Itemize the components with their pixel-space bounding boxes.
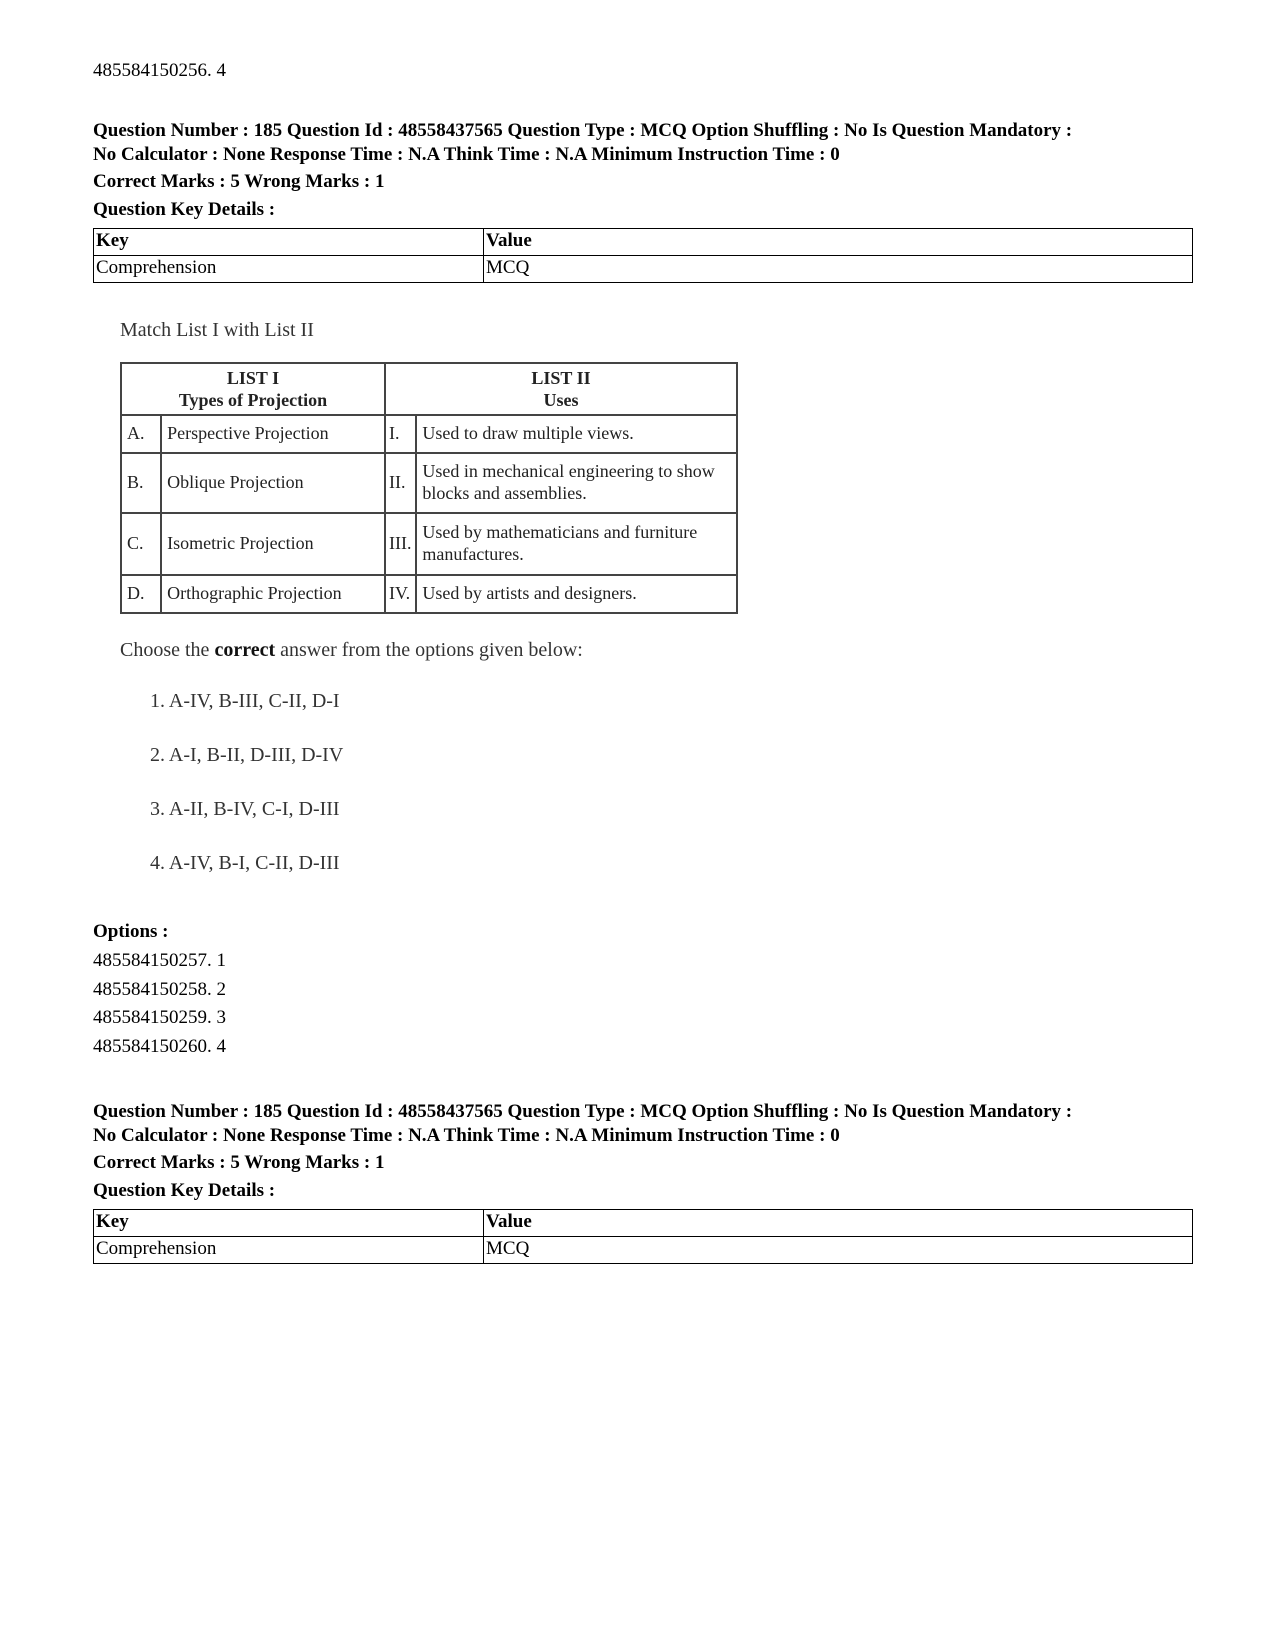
table-row: [94, 1236, 1193, 1263]
table-row: [94, 255, 1193, 282]
question-content: [120, 318, 820, 890]
option-item: 485584150257. 1: [93, 950, 226, 971]
question-block-2: [93, 1100, 1193, 1264]
question-block-1: [93, 119, 1193, 283]
question-key-details-label: Question Key Details :: [93, 1179, 276, 1201]
answer-choice: 3. A-II, B-IV, C-I, D-III: [150, 798, 340, 820]
list2-item: Used to draw multiple views.: [416, 415, 737, 453]
choose-instruction: [120, 638, 820, 662]
match-row: [121, 453, 737, 513]
list1-letter: D.: [121, 575, 161, 613]
question-prompt: Match List I with List II: [120, 319, 314, 341]
question-header-line-1: Question Number : 185 Question Id : 48558437565 Question Type : MCQ Option Shuffling : No Is Question Mandatory :: [93, 1101, 1073, 1122]
answer-choices: [120, 674, 820, 890]
option-item: 485584150260. 4: [93, 1035, 226, 1057]
question-header: [93, 119, 1193, 167]
answer-choice: 2. A-I, B-II, D-III, D-IV: [150, 744, 344, 766]
list2-item: Used by artists and designers.: [416, 575, 737, 613]
list1-item: Isometric Projection: [161, 513, 385, 575]
list2-number: II.: [385, 453, 416, 513]
table-header-value: Value: [484, 1209, 1193, 1236]
key-details-table: [93, 1209, 1193, 1264]
table-header-row: [94, 1209, 1193, 1236]
list1-subtitle: Types of Projection: [178, 390, 328, 410]
list2-number: I.: [385, 415, 416, 453]
question-key-details-label: Question Key Details :: [93, 198, 276, 220]
option-item: 485584150259. 3: [93, 1007, 226, 1028]
question-header-line-2: No Calculator : None Response Time : N.A Think Time : N.A Minimum Instruction Time : 0: [93, 144, 840, 165]
question-header-line-2: No Calculator : None Response Time : N.A Think Time : N.A Minimum Instruction Time : 0: [93, 1125, 840, 1146]
list1-item: Oblique Projection: [161, 453, 385, 513]
table-header-key: Key: [94, 228, 484, 255]
list1-title: LIST I: [226, 368, 280, 388]
match-table-header-row: [121, 363, 737, 415]
question-header: [93, 1100, 1193, 1148]
list1-item: Perspective Projection: [161, 415, 385, 453]
question-header-line-1: Question Number : 185 Question Id : 48558437565 Question Type : MCQ Option Shuffling : No Is Question Mandatory :: [93, 120, 1073, 141]
key-details-table: [93, 228, 1193, 283]
table-cell-value: MCQ: [484, 1236, 1193, 1263]
options-list: [93, 950, 226, 1064]
table-header-key: Key: [94, 1209, 484, 1236]
choose-suffix: answer from the options given below:: [275, 639, 583, 661]
list1-letter: A.: [121, 415, 161, 453]
option-item: 485584150258. 2: [93, 978, 226, 1000]
table-header-row: [94, 228, 1193, 255]
answer-choice: 4. A-IV, B-I, C-II, D-III: [150, 852, 340, 874]
list1-letter: C.: [121, 513, 161, 575]
list2-number: IV.: [385, 575, 416, 613]
question-marks: Correct Marks : 5 Wrong Marks : 1: [93, 1152, 385, 1173]
choose-bold-word: correct: [214, 639, 276, 661]
list2-number: III.: [385, 513, 416, 575]
previous-option-line: 485584150256. 4: [93, 60, 226, 81]
list1-letter: B.: [121, 453, 161, 513]
list2-header: [385, 363, 737, 415]
list2-item: Used by mathematicians and furniture manufactures.: [416, 513, 737, 575]
table-cell-key: Comprehension: [94, 255, 484, 282]
question-marks: Correct Marks : 5 Wrong Marks : 1: [93, 171, 385, 192]
list2-title: LIST II: [531, 368, 591, 388]
list2-subtitle: Uses: [543, 390, 579, 410]
list2-item: Used in mechanical engineering to show blocks and assemblies.: [416, 453, 737, 513]
match-lists-table: [120, 362, 738, 614]
match-row: [121, 415, 737, 453]
options-label: Options :: [93, 921, 169, 942]
table-cell-value: MCQ: [484, 255, 1193, 282]
list1-header: [121, 363, 385, 415]
answer-choice: 1. A-IV, B-III, C-II, D-I: [150, 690, 340, 712]
match-row: [121, 513, 737, 575]
table-cell-key: Comprehension: [94, 1236, 484, 1263]
match-row: [121, 575, 737, 613]
list1-item: Orthographic Projection: [161, 575, 385, 613]
table-header-value: Value: [484, 228, 1193, 255]
choose-prefix: Choose the: [120, 639, 215, 661]
